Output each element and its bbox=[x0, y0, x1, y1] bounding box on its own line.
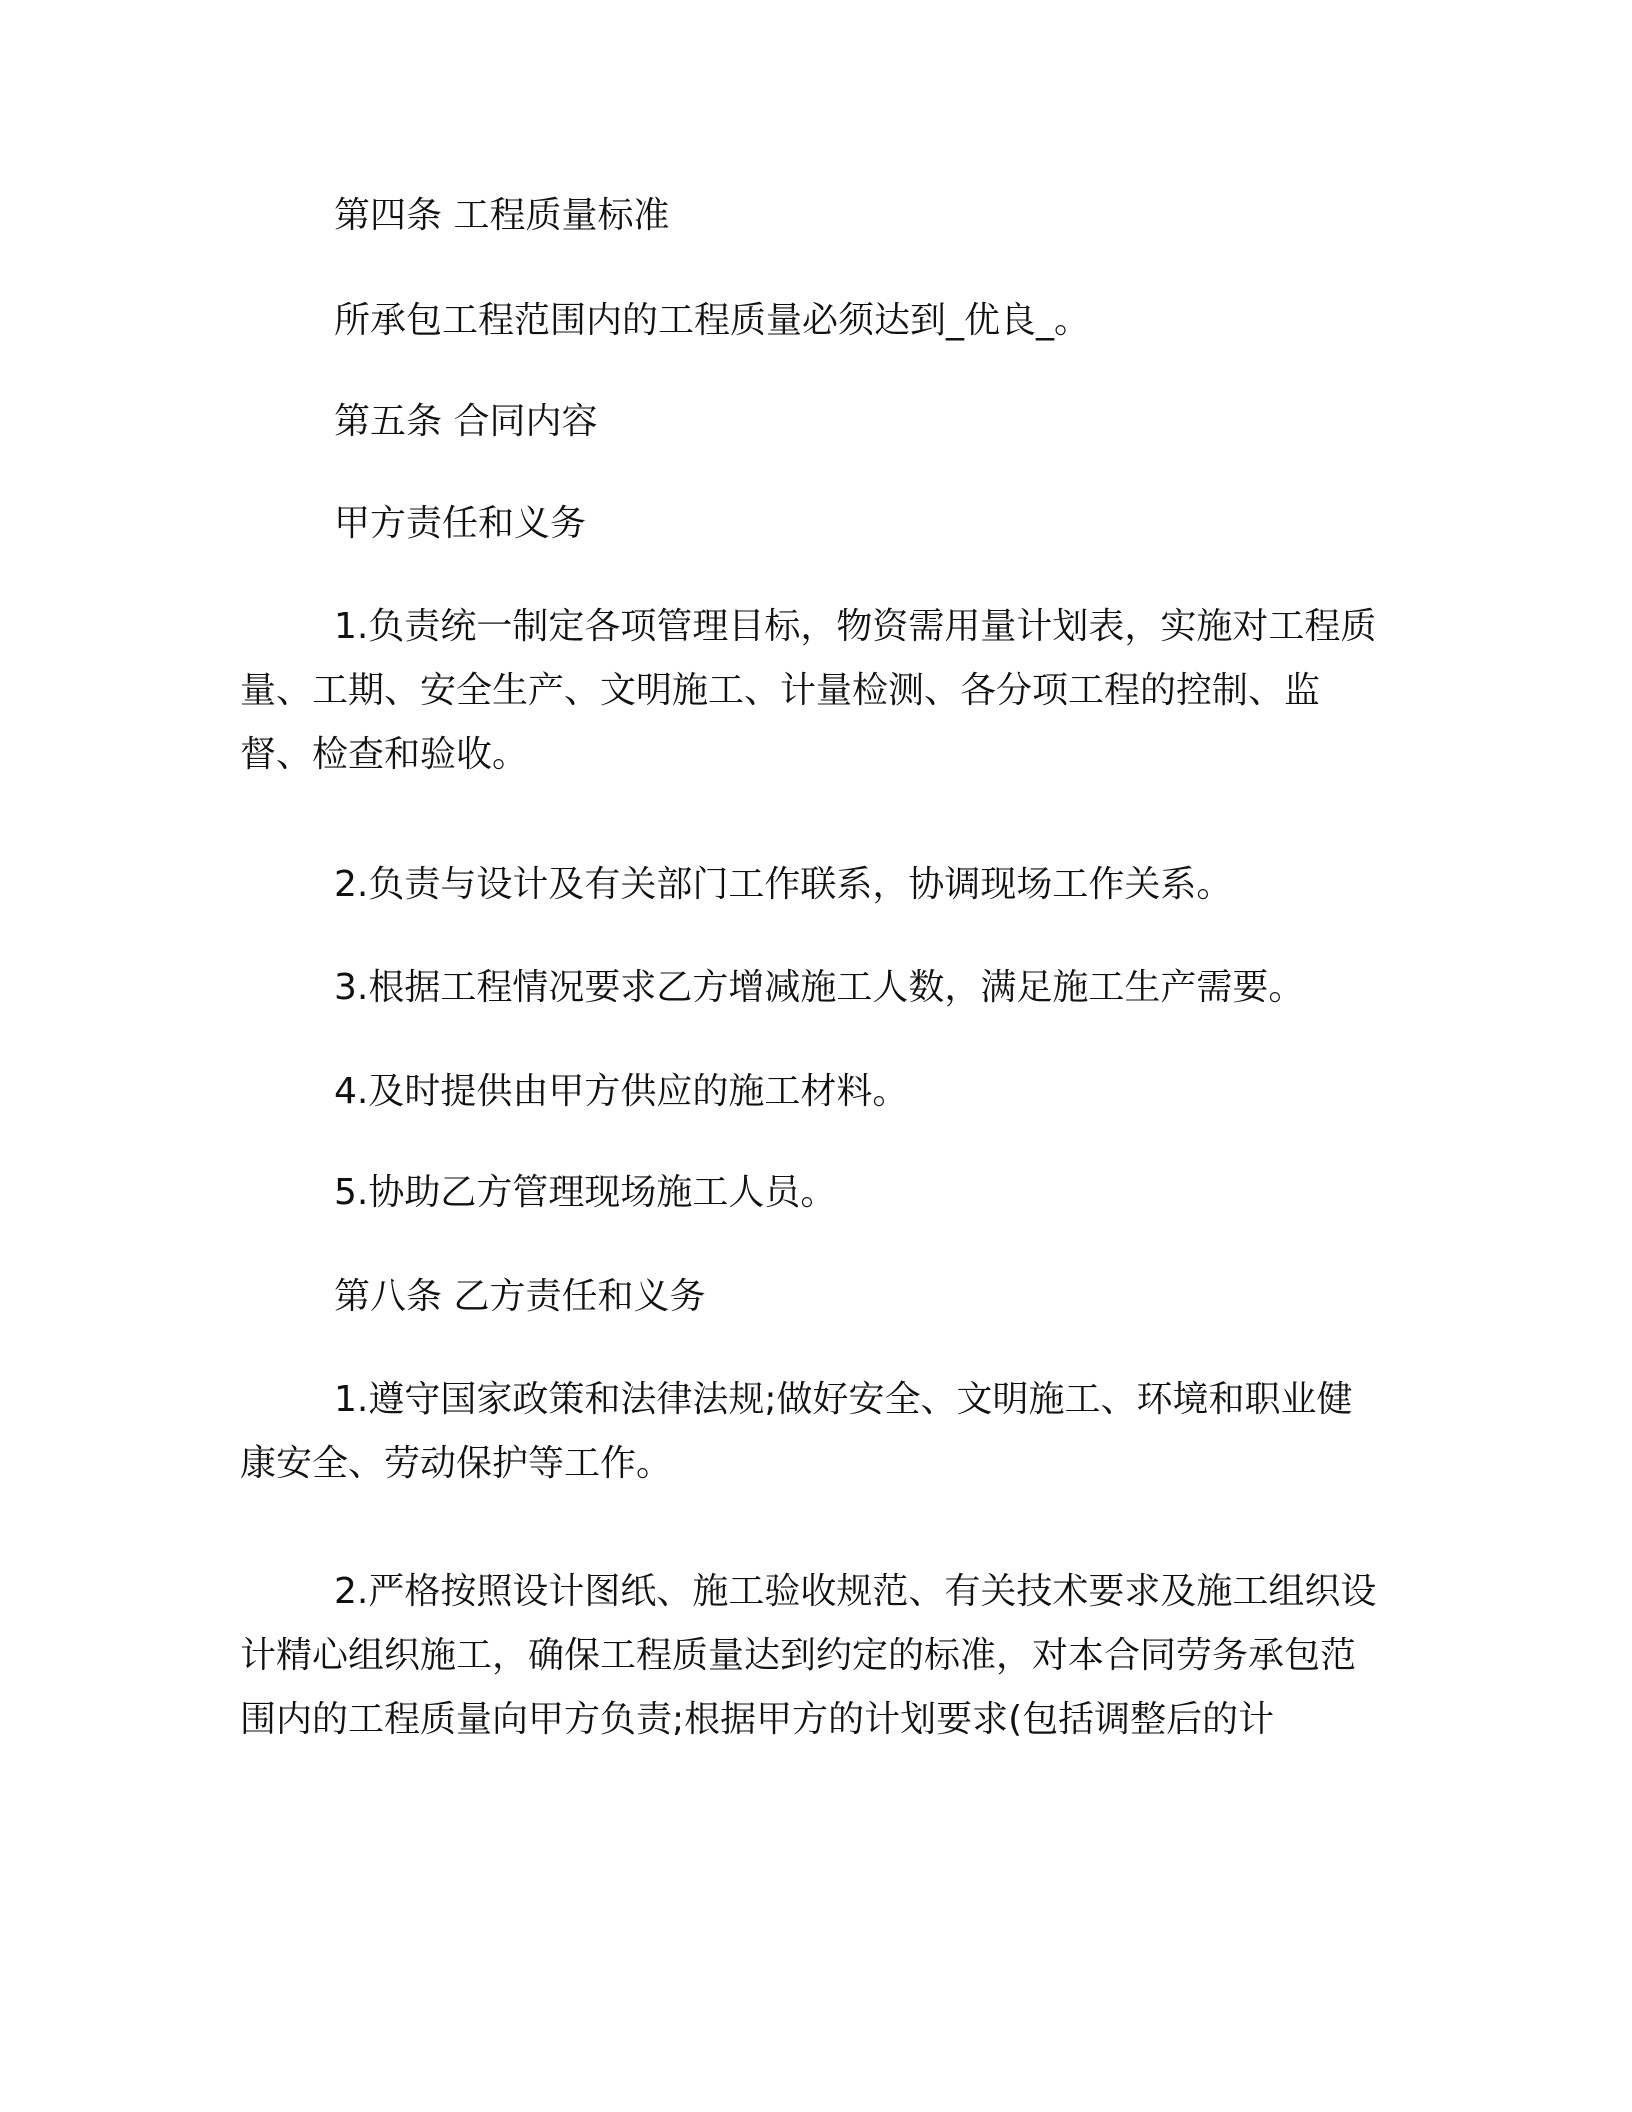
paragraph-party-b-item-2: 2.严格按照设计图纸、施工验收规范、有关技术要求及施工组织设计精心组织施工，确保工程质量达到约定的标准，对本合同劳务承包范围内的工程质量向甲方负责;根据甲方的计划要求(包括调整后的计 bbox=[240, 1571, 1377, 1740]
heading-article-5: 第五条 合同内容 bbox=[334, 401, 598, 442]
heading-article-4: 第四条 工程质量标准 bbox=[334, 195, 670, 236]
paragraph-quality-standard: 所承包工程范围内的工程质量必须达到_优良_。 bbox=[334, 300, 1091, 341]
paragraph-party-b-item-1: 1.遵守国家政策和法律法规;做好安全、文明施工、环境和职业健康安全、劳动保护等工作。 bbox=[240, 1379, 1353, 1484]
paragraph-party-a-item-1: 1.负责统一制定各项管理目标，物资需用量计划表，实施对工程质量、工期、安全生产、文明施工、计量检测、各分项工程的控制、监督、检查和验收。 bbox=[240, 606, 1377, 775]
paragraph-party-a-item-3: 3.根据工程情况要求乙方增减施工人数，满足施工生产需要。 bbox=[334, 967, 1305, 1008]
subheading-party-a-duties: 甲方责任和义务 bbox=[334, 503, 587, 544]
heading-article-8: 第八条 乙方责任和义务 bbox=[334, 1276, 706, 1317]
paragraph-party-a-item-2: 2.负责与设计及有关部门工作联系，协调现场工作关系。 bbox=[334, 864, 1233, 905]
paragraph-party-a-item-4: 4.及时提供由甲方供应的施工材料。 bbox=[334, 1071, 909, 1112]
paragraph-party-a-item-5: 5.协助乙方管理现场施工人员。 bbox=[334, 1172, 837, 1213]
